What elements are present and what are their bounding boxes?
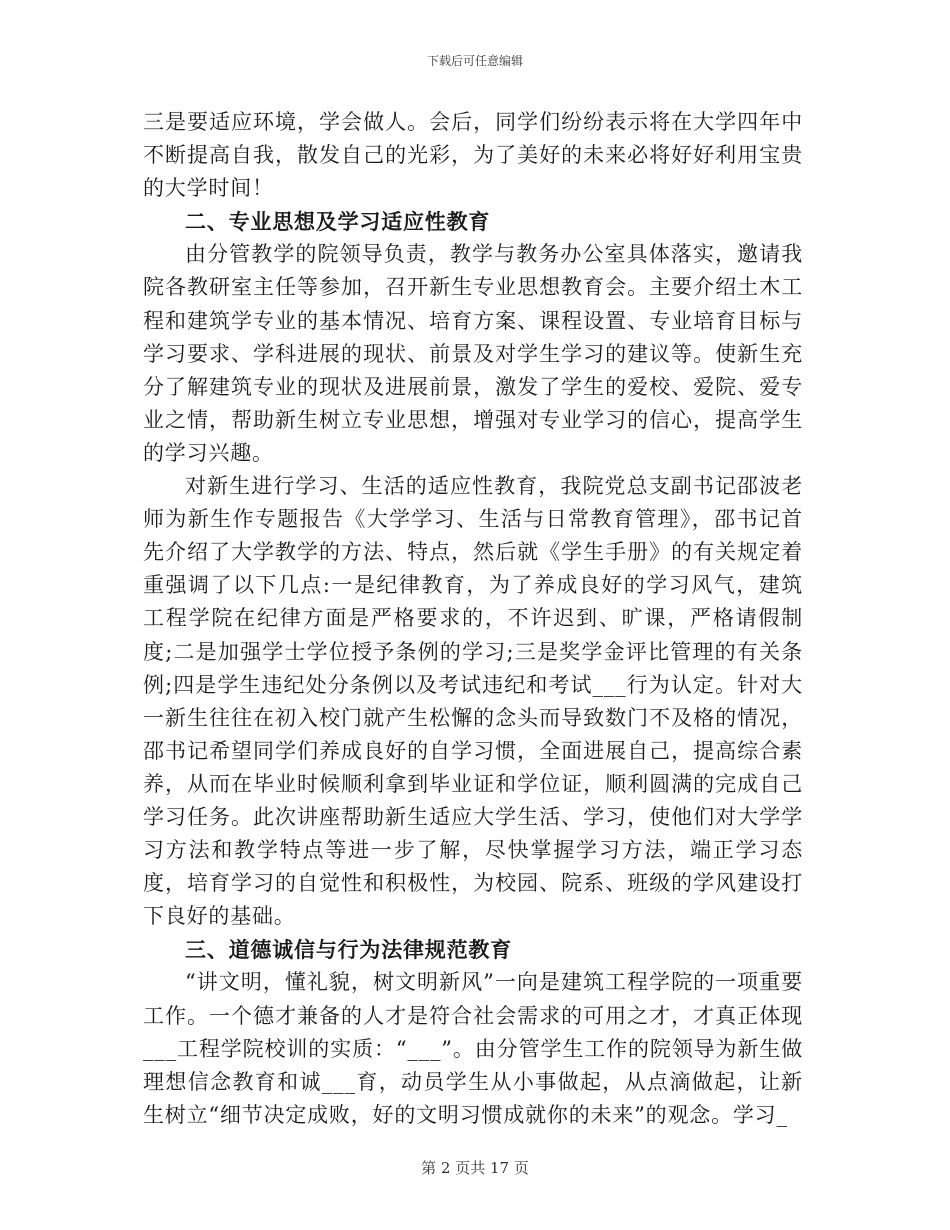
page-number: 第 2 页共 17 页 xyxy=(421,1159,529,1177)
paragraph-ethics-education: “讲文明，懂礼貌，树文明新风”一向是建筑工程学院的一项重要工作。一个德才兼备的人才是符合社会需求的可用之才，才真正体现___工程学院校训的实质：“___”。由分管学生工作的院领导为新生做理想信念教育和诚___育，动员学生从小事做起，从点滴做起，让新生树立“细节决定成败，好的文明习惯成就你的未来”的观念。学习_ xyxy=(143,970,803,1127)
page-header-note: 下载后可任意编辑 xyxy=(426,54,523,68)
section-heading-3: 三、道德诚信与行为法律规范教育 xyxy=(185,937,512,963)
section-heading-2: 二、专业思想及学习适应性教育 xyxy=(185,209,491,235)
paragraph-continuation: 三是要适应环境，学会做人。会后，同学们纷纷表示将在大学四年中不断提高自我，散发自己的光彩，为了美好的未来必将好好利用宝贵的大学时间！ xyxy=(143,110,803,201)
paragraph-major-education: 由分管教学的院领导负责，教学与教务办公室具体落实，邀请我院各教研室主任等参加，召开新生专业思想教育会。主要介绍土木工程和建筑学专业的基本情况、培育方案、课程设置、专业培育目标与学习要求、学科进展的现状、前景及对学生学习的建议等。使新生充分了解建筑专业的现状及进展前景，激发了学生的爱校、爱院、爱专业之情，帮助新生树立专业思想，增强对专业学习的信心，提高学生的学习兴趣。 xyxy=(143,242,803,465)
document-body xyxy=(143,106,803,1132)
paragraph-adaptation-education: 对新生进行学习、生活的适应性教育，我院党总支副书记邵波老师为新生作专题报告《大学学习、生活与日常教育管理》，邵书记首先介绍了大学教学的方法、特点，然后就《学生手册》的有关规定着重强调了以下几点:一是纪律教育，为了养成良好的学习风气，建筑工程学院在纪律方面是严格要求的，不许迟到、旷课，严格请假制度;二是加强学士学位授予条例的学习;三是奖学金评比管理的有关条例;四是学生违纪处分条例以及考试违纪和考试___行为认定。针对大一新生往往在初入校门就产生松懈的念头而导致数门不及格的情况，邵书记希望同学们养成良好的自学习惯，全面进展自己，提高综合素养，从而在毕业时候顺利拿到毕业证和学位证，顺利圆满的完成自己学习任务。此次讲座帮助新生适应大学生活、学习，使他们对大学学习方法和教学特点等进一步了解，尽快掌握学习方法，端正学习态度，培育学习的自觉性和积极性，为校园、院系、班级的学风建设打下良好的基础。 xyxy=(143,474,803,929)
